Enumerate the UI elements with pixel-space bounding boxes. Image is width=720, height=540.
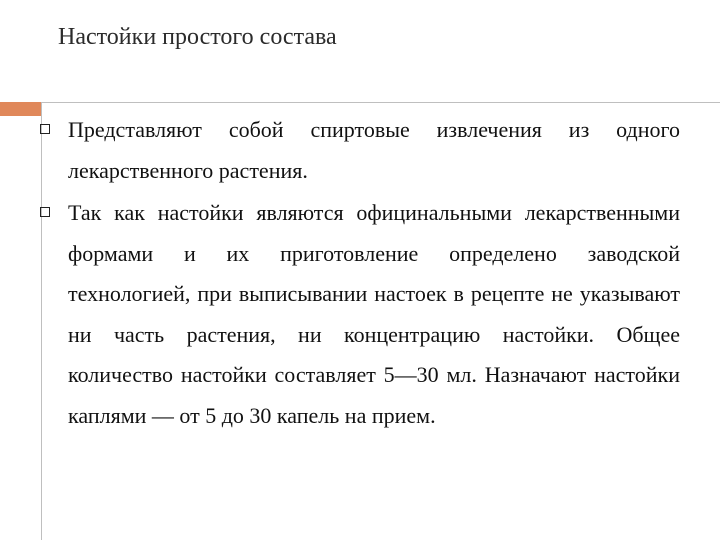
- bullet-text: Так как настойки являются официнальными лекарственными формами и их приготовление определено заводской технологией, при выписывании настоек в рецепте не указывают ни часть растения, ни концентрацию настойки. Общее количество настойки составляет 5—30 мл. Назначают настойки каплями — от 5 до 30 капель на прием.: [68, 200, 680, 428]
- bullet-item: [40, 110, 680, 191]
- accent-divider-horizontal: [41, 102, 720, 103]
- bullet-text: Представляют собой спиртовые извлечения из одного лекарственного растения.: [68, 117, 680, 183]
- accent-block: [0, 102, 41, 116]
- bullet-item: [40, 193, 680, 436]
- slide-title: Настойки простого состава: [58, 24, 337, 50]
- bullet-list: [40, 110, 680, 438]
- square-bullet-icon: [40, 124, 50, 134]
- square-bullet-icon: [40, 207, 50, 217]
